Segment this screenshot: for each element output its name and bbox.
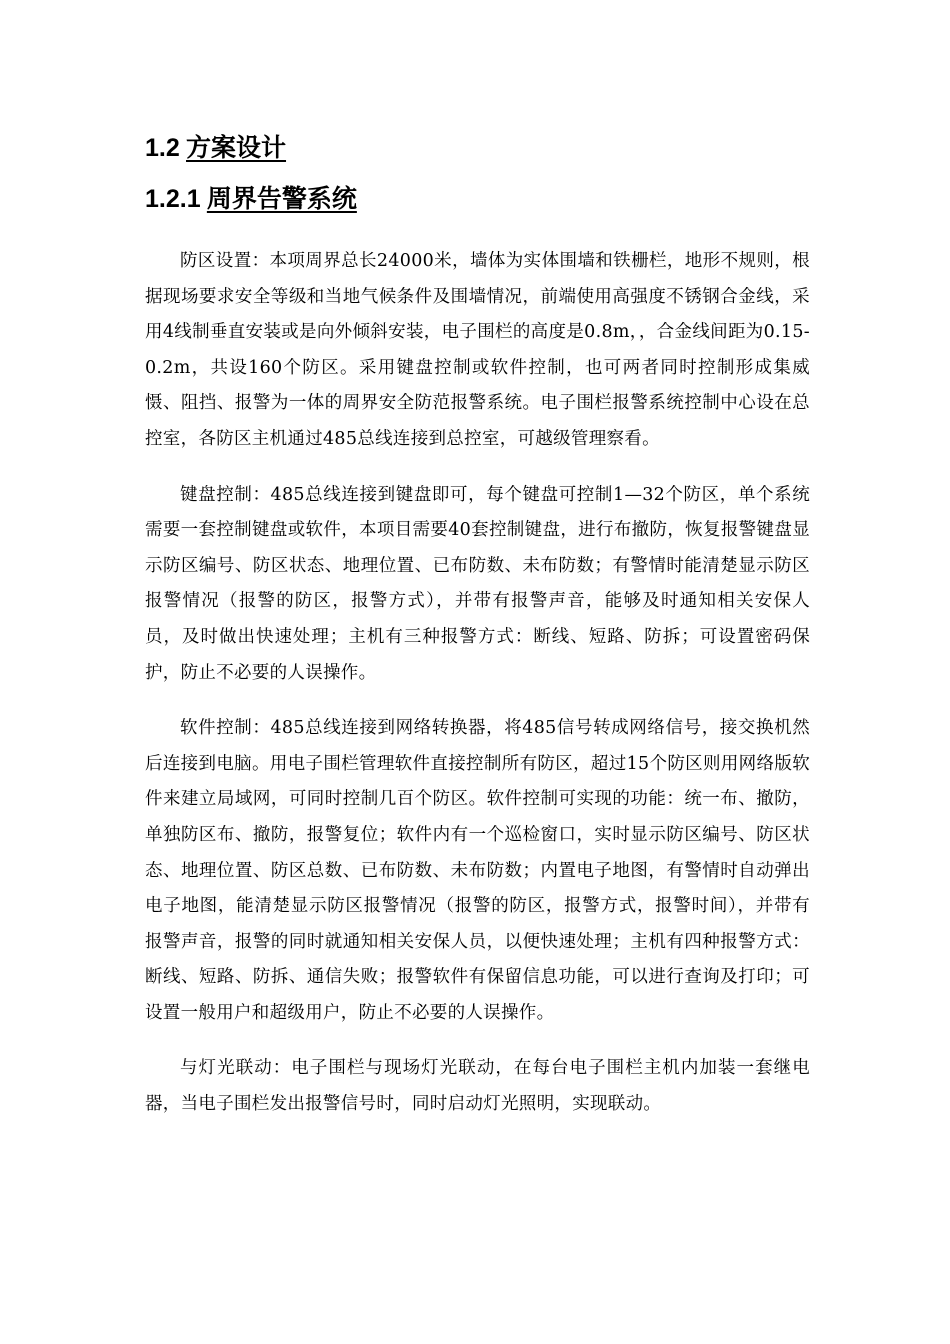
paragraph-software-control: 软件控制：485总线连接到网络转换器，将485信号转成网络信号，接交换机然后连接到电脑。用电子围栏管理软件直接控制所有防区，超过15个防区则用网络版软件来建立局域网，可同时控制几百个防区。软件控制可实现的功能：统一布、撤防，单独防区布、撤防，报警复位；软件内有一个巡检窗口，实时显示防区编号、防区状态、地理位置、防区总数、已布防数、未布防数；内置电子地图，有警情时自动弹出电子地图，能清楚显示防区报警情况（报警的防区，报警方式，报警时间），并带有报警声音，报警的同时就通知相关安保人员，以便快速处理；主机有四种报警方式：断线、短路、防拆、通信失败；报警软件有保留信息功能，可以进行查询及打印；可设置一般用户和超级用户，防止不必要的人误操作。 [145,718,810,1023]
section-title: 方案设计 [186,133,287,162]
section-heading [145,128,810,169]
paragraph-keyboard-control: 键盘控制：485总线连接到键盘即可，每个键盘可控制1—32个防区，单个系统需要一套控制键盘或软件，本项目需要40套控制键盘，进行布撤防，恢复报警键盘显示防区编号、防区状态、地理位置、已布防数、未布防数；有警情时能清楚显示防区报警情况（报警的防区，报警方式），并带有报警声音，能够及时通知相关安保人员，及时做出快速处理；主机有三种报警方式：断线、短路、防拆；可设置密码保护，防止不必要的人误操作。 [145,484,810,683]
paragraph-zone-settings: 防区设置：本项周界总长24000米，墙体为实体围墙和铁栅栏，地形不规则，根据现场要求安全等级和当地气候条件及围墙情况，前端使用高强度不锈钢合金线，采用4线制垂直安装或是向外倾斜安装，电子围栏的高度是0.8m，，合金线间距为0.15-0.2m，共设160个防区。采用键盘控制或软件控制，也可两者同时控制形成集威慑、阻挡、报警为一体的周界安全防范报警系统。电子围栏报警系统控制中心设在总控室，各防区主机通过485总线连接到总控室，可越级管理察看。 [145,251,810,449]
subsection-title: 周界告警系统 [206,184,357,213]
paragraph-light-linkage: 与灯光联动：电子围栏与现场灯光联动，在每台电子围栏主机内加装一套继电器，当电子围栏发出报警信号时，同时启动灯光照明，实现联动。 [145,1058,810,1115]
section-number: 1.2 [145,134,180,162]
subsection-heading [145,179,810,220]
subsection-number: 1.2.1 [145,185,201,213]
